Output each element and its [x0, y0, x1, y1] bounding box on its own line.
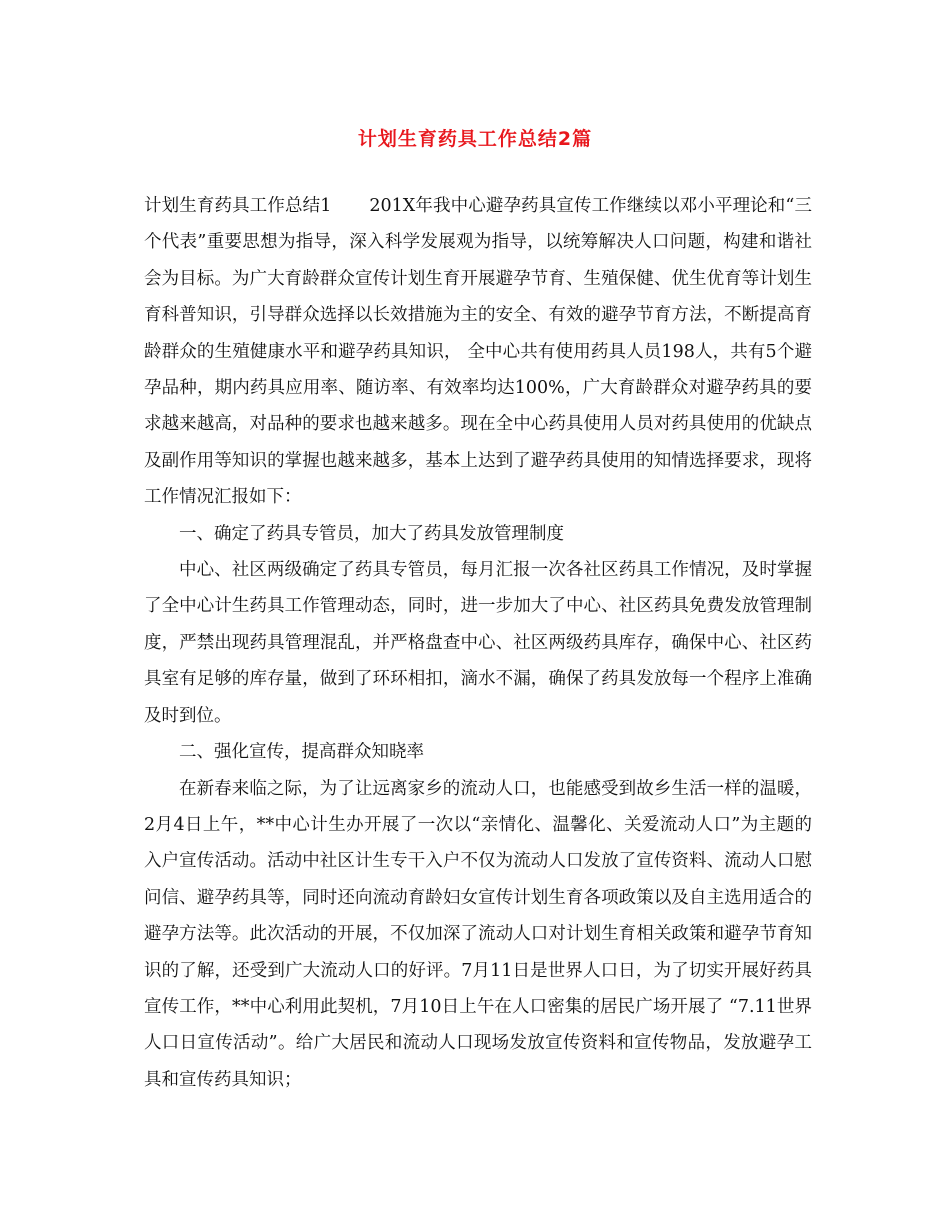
- document-body: [144, 188, 812, 1098]
- paragraph-text: 201X年我中心避孕药具宣传工作继续以邓小平理论和“三个代表”重要思想为指导，深入科学发展观为指导，以统筹解决人口问题，构建和谐社会为目标。为广大育龄群众宣传计划生育开展避孕节育、生殖保健、优生优育等计划生育科普知识，引导群众选择以长效措施为主的安全、有效的避孕节育方法，不断提高育龄群众的生殖健康水平和避孕药具知识， 全中心共有使用药具人员198人，共有5个避孕品种，期内药具应用率、随访率、有效率均达100%，广大育龄群众对避孕药具的要求越来越高，对品种的要求也越来越多。现在全中心药具使用人员对药具使用的优缺点及副作用等知识的掌握也越来越多，基本上达到了避孕药具使用的知情选择要求，现将工作情况汇报如下：: [144, 196, 813, 508]
- section-heading-2: 二、强化宣传，提高群众知晓率: [179, 742, 424, 763]
- section-lead: 计划生育药具工作总结1: [144, 196, 332, 216]
- paragraph-intro: [144, 188, 812, 516]
- document-title: 计划生育药具工作总结2篇: [357, 128, 593, 150]
- paragraph-section-1: 中心、社区两级确定了药具专管员，每月汇报一次各社区药具工作情况，及时掌握了全中心计生药具工作管理动态，同时，进一步加大了中心、社区药具免费发放管理制度，严禁出现药具管理混乱，并严格盘查中心、社区两级药具库存，确保中心、社区药具室有足够的库存量，做到了环环相扣，滴水不漏，确保了药具发放每一个程序上准确及时到位。: [144, 560, 812, 726]
- paragraph-section-2: 在新春来临之际，为了让远离家乡的流动人口，也能感受到故乡生活一样的温暖，2月4日上午，**中心计生办开展了一次以“亲情化、温馨化、关爱流动人口”为主题的入户宣传活动。活动中社区计生专干入户不仅为流动人口发放了宣传资料、流动人口慰问信、避孕药具等，同时还向流动育龄妇女宣传计划生育各项政策以及自主选用适合的避孕方法等。此次活动的开展，不仅加深了流动人口对计划生育相关政策和避孕节育知识的了解，还受到广大流动人口的好评。7月11日是世界人口日，为了切实开展好药具宣传工作，**中心利用此契机，7月10日上午在人口密集的居民广场开展了 “7.11世界人口日宣传活动”。给广大居民和流动人口现场发放宣传资料和宣传物品，发放避孕工具和宣传药具知识；: [144, 778, 812, 1090]
- section-heading-1: 一、确定了药具专管员，加大了药具发放管理制度: [179, 523, 564, 544]
